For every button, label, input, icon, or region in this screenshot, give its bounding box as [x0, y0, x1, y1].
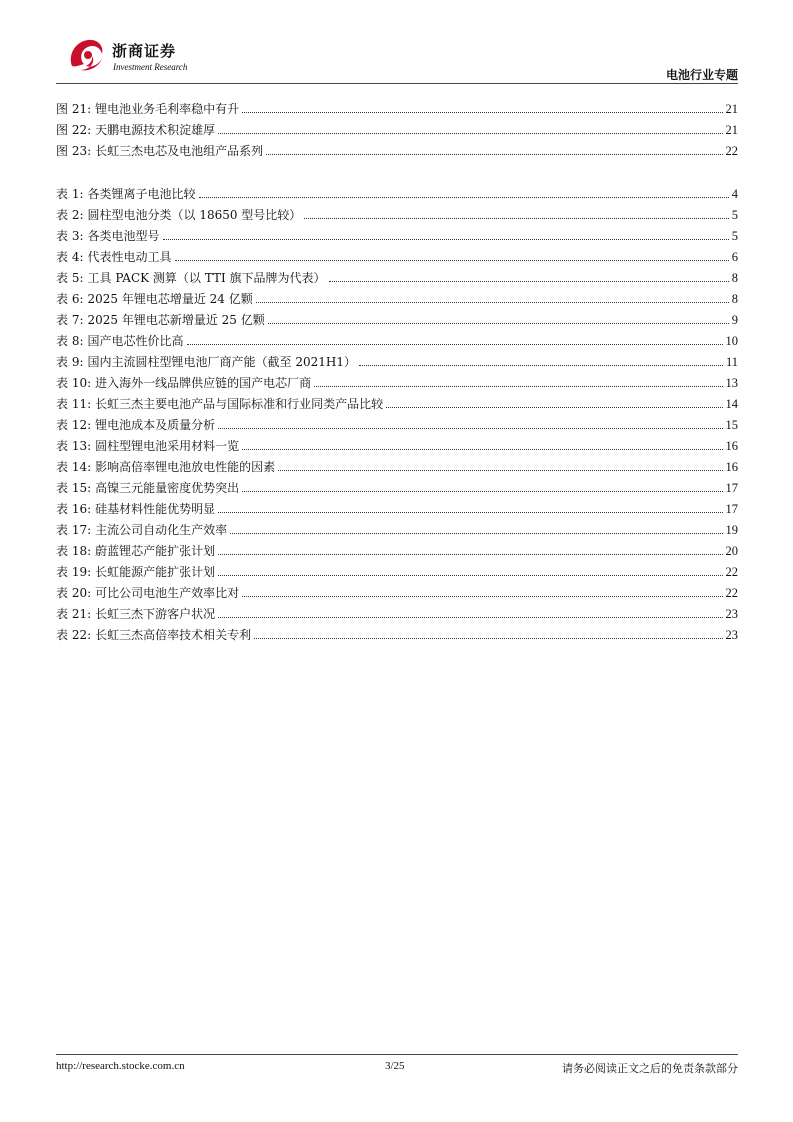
toc-entry[interactable]	[56, 243, 738, 264]
toc-entry-label: 表 21:	[56, 607, 92, 621]
toc-entry-page: 14	[725, 397, 738, 411]
toc-entry-title: 天鹏电源技术积淀雄厚	[95, 123, 216, 137]
toc-leader-dots	[304, 218, 728, 219]
toc-entry-label: 表 4:	[56, 250, 84, 264]
toc-entry-page: 16	[725, 439, 738, 453]
toc-entry-title: 硅基材料性能优势明显	[95, 502, 216, 516]
toc-entry-label: 表 22:	[56, 628, 92, 642]
toc-entry-page: 17	[725, 502, 738, 516]
toc-entry-title: 长虹三杰主要电池产品与国际标准和行业同类产品比较	[95, 397, 384, 411]
toc-entry-page: 21	[725, 123, 738, 137]
toc-entry-page: 16	[725, 460, 738, 474]
toc-entry-page: 8	[731, 271, 738, 285]
toc-leader-dots	[218, 428, 722, 429]
toc-leader-dots	[268, 323, 729, 324]
toc-leader-dots	[254, 638, 722, 639]
footer-url[interactable]: http://research.stocke.com.cn	[56, 1060, 185, 1072]
toc-entry-title: 锂电池业务毛利率稳中有升	[95, 102, 240, 116]
toc-entry[interactable]	[56, 137, 738, 158]
toc-entry[interactable]	[56, 369, 738, 390]
toc-entry-title: 可比公司电池生产效率比对	[95, 586, 240, 600]
toc-entry-page: 20	[725, 544, 738, 558]
brand-name-cn: 浙商证券	[112, 42, 177, 60]
zheshang-logo-icon	[66, 36, 106, 74]
report-type: 电池行业专题	[665, 68, 738, 82]
toc-entry-label: 表 6:	[56, 292, 84, 306]
toc-entry[interactable]	[56, 453, 738, 474]
toc-entry-page: 21	[725, 102, 738, 116]
toc-entry-label: 表 12:	[56, 418, 92, 432]
toc-entry-title: 锂电池成本及质量分析	[95, 418, 216, 432]
toc-entry[interactable]	[56, 474, 738, 495]
toc-entry-title: 影响高倍率锂电池放电性能的因素	[95, 460, 276, 474]
toc-entry-label: 图 23:	[56, 144, 92, 158]
toc-entry[interactable]	[56, 201, 738, 222]
toc-entry-title: 长虹三杰电芯及电池组产品系列	[95, 144, 264, 158]
toc-entry-title: 各类锂离子电池比较	[87, 187, 196, 201]
toc-entry-label: 表 18:	[56, 544, 92, 558]
toc-leader-dots	[359, 365, 723, 366]
toc-entry[interactable]	[56, 264, 738, 285]
toc-entry-page: 8	[731, 292, 738, 306]
toc-entry-label: 图 22:	[56, 123, 92, 137]
toc-entry[interactable]	[56, 180, 738, 201]
toc-entry[interactable]	[56, 348, 738, 369]
toc-entry[interactable]	[56, 516, 738, 537]
toc-leader-dots	[230, 533, 722, 534]
footer-divider	[56, 1054, 738, 1055]
toc-entry-page: 23	[725, 607, 738, 621]
page-number: 3/25	[385, 1060, 405, 1072]
toc-entry-page: 17	[725, 481, 738, 495]
toc-entry-label: 表 2:	[56, 208, 84, 222]
brand-name-en: Investment Research	[113, 62, 188, 72]
page-header	[56, 32, 738, 84]
toc-entry-label: 表 14:	[56, 460, 92, 474]
toc-entry-page: 13	[725, 376, 738, 390]
toc-entry-label: 图 21:	[56, 102, 92, 116]
toc-leader-dots	[256, 302, 729, 303]
toc-entry[interactable]	[56, 600, 738, 621]
toc-entry-title: 长虹三杰高倍率技术相关专利	[95, 628, 252, 642]
toc-leader-dots	[218, 133, 722, 134]
toc-entry-page: 11	[725, 355, 738, 369]
toc-leader-dots	[242, 491, 722, 492]
toc-entry-page: 22	[725, 144, 738, 158]
toc-leader-dots	[218, 512, 722, 513]
toc-leader-dots	[242, 596, 722, 597]
toc-entry-label: 表 8:	[56, 334, 84, 348]
toc-leader-dots	[187, 344, 723, 345]
toc-entry-title: 2025 年锂电芯新增量近 25 亿颗	[87, 313, 265, 327]
toc-entry-label: 表 10:	[56, 376, 92, 390]
toc-leader-dots	[218, 617, 722, 618]
toc-entry-label: 表 3:	[56, 229, 84, 243]
figure-index	[56, 95, 738, 158]
toc-entry[interactable]	[56, 432, 738, 453]
toc-entry[interactable]	[56, 495, 738, 516]
toc-entry-title: 长虹能源产能扩张计划	[95, 565, 216, 579]
toc-leader-dots	[329, 281, 729, 282]
toc-leader-dots	[242, 449, 722, 450]
toc-leader-dots	[163, 239, 729, 240]
toc-entry-page: 22	[725, 565, 738, 579]
toc-entry-page: 22	[725, 586, 738, 600]
toc-leader-dots	[314, 386, 722, 387]
toc-entry-page: 5	[731, 208, 738, 222]
toc-entry-page: 10	[725, 334, 738, 348]
toc-entry-title: 圆柱型电池分类（以 18650 型号比较）	[87, 208, 302, 222]
toc-entry-page: 19	[725, 523, 738, 537]
toc-leader-dots	[175, 260, 729, 261]
toc-entry[interactable]	[56, 285, 738, 306]
toc-entry-label: 表 13:	[56, 439, 92, 453]
toc-entry[interactable]	[56, 621, 738, 642]
toc-leader-dots	[218, 575, 722, 576]
toc-entry-title: 国产电芯性价比高	[87, 334, 184, 348]
toc-entry[interactable]	[56, 306, 738, 327]
toc-entry-title: 蔚蓝锂芯产能扩张计划	[95, 544, 216, 558]
toc-entry[interactable]	[56, 95, 738, 116]
toc-entry-label: 表 19:	[56, 565, 92, 579]
toc-entry-title: 高镍三元能量密度优势突出	[95, 481, 240, 495]
toc-entry[interactable]	[56, 222, 738, 243]
table-index	[56, 180, 738, 642]
toc-entry-page: 6	[731, 250, 738, 264]
header-divider	[56, 83, 738, 84]
toc-leader-dots	[218, 554, 722, 555]
toc-entry-label: 表 7:	[56, 313, 84, 327]
toc-entry-title: 主流公司自动化生产效率	[95, 523, 228, 537]
toc-entry[interactable]	[56, 537, 738, 558]
footer-disclaimer: 请务必阅读正文之后的免责条款部分	[562, 1062, 738, 1075]
toc-entry-label: 表 17:	[56, 523, 92, 537]
toc-entry-label: 表 5:	[56, 271, 84, 285]
toc-entry[interactable]	[56, 579, 738, 600]
toc-entry-title: 长虹三杰下游客户状况	[95, 607, 216, 621]
toc-entry[interactable]	[56, 411, 738, 432]
toc-entry-title: 进入海外一线品牌供应链的国产电芯厂商	[95, 376, 312, 390]
toc-entry-label: 表 1:	[56, 187, 84, 201]
toc-leader-dots	[199, 197, 729, 198]
toc-entry-page: 5	[731, 229, 738, 243]
toc-entry-page: 4	[731, 187, 738, 201]
toc-entry-title: 国内主流圆柱型锂电池厂商产能（截至 2021H1）	[87, 355, 356, 369]
toc-entry-page: 15	[725, 418, 738, 432]
toc-leader-dots	[386, 407, 722, 408]
toc-entry-label: 表 15:	[56, 481, 92, 495]
toc-entry-title: 各类电池型号	[87, 229, 160, 243]
toc-entry-label: 表 20:	[56, 586, 92, 600]
toc-entry-label: 表 9:	[56, 355, 84, 369]
toc-entry-label: 表 16:	[56, 502, 92, 516]
toc-entry[interactable]	[56, 558, 738, 579]
toc-entry-page: 9	[731, 313, 738, 327]
toc-entry-title: 工具 PACK 测算（以 TTI 旗下品牌为代表）	[87, 271, 326, 285]
toc-entry-title: 代表性电动工具	[87, 250, 172, 264]
toc-entry-title: 2025 年锂电芯增量近 24 亿颗	[87, 292, 253, 306]
toc-entry[interactable]	[56, 327, 738, 348]
toc-leader-dots	[242, 112, 722, 113]
toc-entry-label: 表 11:	[56, 397, 92, 411]
toc-entry[interactable]	[56, 116, 738, 137]
toc-leader-dots	[266, 154, 722, 155]
toc-entry-page: 23	[725, 628, 738, 642]
toc-leader-dots	[278, 470, 722, 471]
toc-entry-title: 圆柱型锂电池采用材料一览	[95, 439, 240, 453]
toc-entry[interactable]	[56, 390, 738, 411]
